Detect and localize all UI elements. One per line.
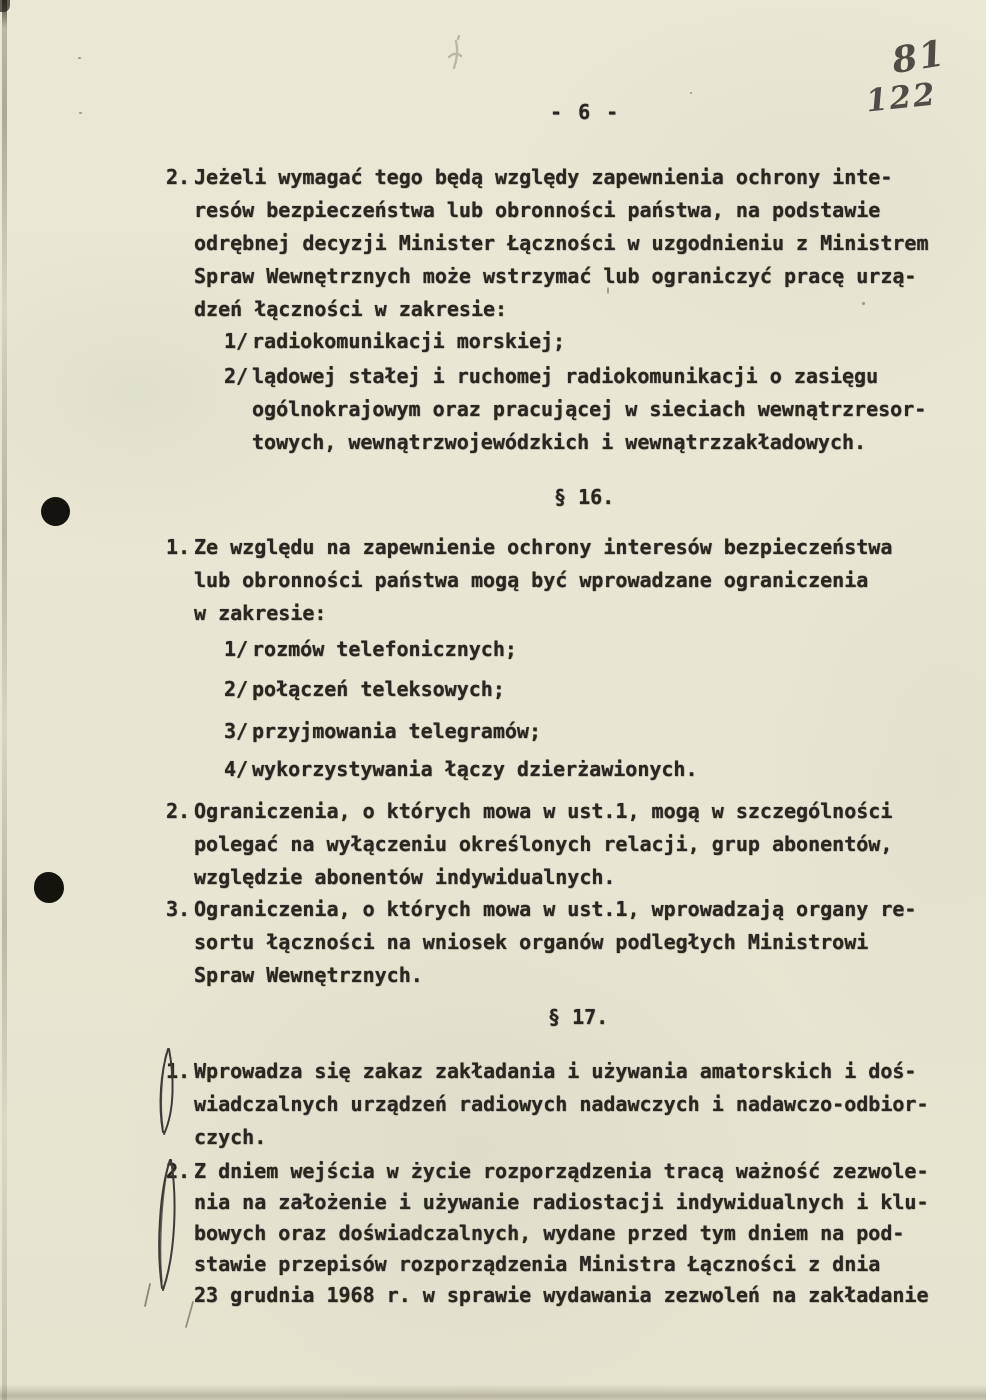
item-marker: 3. [166, 897, 191, 921]
list-item [166, 893, 916, 992]
item-marker: 2. [166, 1159, 191, 1183]
item-marker: 1. [166, 535, 191, 559]
text-line: resów bezpieczeństwa lub obronności państwa, na podstawie [194, 198, 881, 222]
page-bottom-shadow [0, 1384, 986, 1400]
handwritten-page-number-top: 81 [889, 32, 950, 82]
text-line: czych. [194, 1125, 267, 1149]
list-item [166, 531, 892, 630]
text-line: nia na założenie i używanie radiostacji indywidualnych i klu- [194, 1190, 929, 1214]
text-line: stawie przepisów rozporządzenia Ministra Łączności z dnia [194, 1252, 881, 1276]
text-line: rozmów telefonicznych; [252, 637, 517, 661]
text-line: odrębnej decyzji Minister Łączności w uzgodnieniu z Ministrem [194, 231, 929, 255]
paper-speck [690, 92, 692, 94]
text-line: ogólnokrajowym oraz pracującej w sieciach wewnątrzresor- [252, 397, 927, 421]
text-line: polegać na wyłączeniu określonych relacji, grup abonentów, [194, 832, 893, 856]
item-marker: 1. [166, 1059, 191, 1083]
text-line: radiokomunikacji morskiej; [252, 329, 566, 353]
handwritten-page-number-bottom: 122 [864, 76, 939, 120]
sub-list-item [224, 360, 926, 459]
page-number: - 6 - [550, 100, 621, 124]
list-item [166, 161, 929, 326]
text-line: Spraw Wewnętrznych. [194, 963, 423, 987]
sub-list-item [224, 325, 565, 358]
scan-edge-line [2, 0, 7, 1400]
text-line: połączeń teleksowych; [252, 677, 505, 701]
text-line: wykorzystywania łączy dzierżawionych. [252, 757, 698, 781]
paper-speck [79, 112, 82, 114]
text-line: dzeń łączności w zakresie: [194, 297, 508, 321]
text-line: względzie abonentów indywidualnych. [194, 865, 616, 889]
hole-punch-dot [41, 497, 70, 526]
item-marker: 3/ [224, 719, 249, 743]
list-item [166, 1055, 929, 1154]
sub-list-item [224, 633, 517, 666]
paper-speck [78, 57, 81, 59]
text-line: Wprowadza się zakaz zakładania i używania amatorskich i doś- [194, 1059, 917, 1083]
text-line: bowych oraz doświadczalnych, wydane przed tym dniem na pod- [194, 1221, 905, 1245]
item-marker: 1/ [224, 637, 249, 661]
sub-list-item [224, 753, 698, 786]
item-marker: 4/ [224, 757, 249, 781]
text-line: lub obronności państwa mogą być wprowadzane ograniczenia [194, 568, 869, 592]
item-marker: 2. [166, 165, 191, 189]
text-line: sortu łączności na wniosek organów podległych Ministrowi [194, 930, 869, 954]
text-line: w zakresie: [194, 601, 327, 625]
section-heading-17: § 17. [548, 1005, 609, 1029]
text-line: Jeżeli wymagać tego będą względy zapewnienia ochrony inte- [194, 165, 893, 189]
text-line: Ze względu na zapewnienie ochrony interesów bezpieczeństwa [194, 535, 893, 559]
text-line: Z dniem wejścia w życie rozporządzenia tracą ważność zezwole- [194, 1159, 929, 1183]
item-marker: 2/ [224, 677, 249, 701]
text-line: wiadczalnych urządzeń radiowych nadawczych i nadawczo-odbior- [194, 1092, 929, 1116]
text-line: lądowej stałej i ruchomej radiokomunikacji o zasięgu [252, 364, 879, 388]
text-line: Ograniczenia, o których mowa w ust.1, mogą w szczególności [194, 799, 893, 823]
list-item [166, 1156, 929, 1311]
text-line: 23 grudnia 1968 r. w sprawie wydawania zezwoleń na zakładanie [194, 1283, 929, 1307]
sub-list-item [224, 673, 505, 706]
item-marker: 2. [166, 799, 191, 823]
section-heading-16: § 16. [554, 485, 615, 509]
list-item [166, 795, 892, 894]
item-marker: 2/ [224, 364, 249, 388]
sub-list-item [224, 715, 541, 748]
item-marker: 1/ [224, 329, 249, 353]
hole-punch-dot [34, 872, 64, 903]
text-line: przyjmowania telegramów; [252, 719, 541, 743]
text-line: Ograniczenia, o których mowa w ust.1, wprowadzają organy re- [194, 897, 917, 921]
pencil-smudge [435, 35, 480, 85]
text-line: towych, wewnątrzwojewódzkich i wewnątrzzakładowych. [252, 430, 867, 454]
scan-corner-artifact [0, 0, 10, 12]
text-line: Spraw Wewnętrznych może wstrzymać lub ograniczyć pracę urzą- [194, 264, 917, 288]
